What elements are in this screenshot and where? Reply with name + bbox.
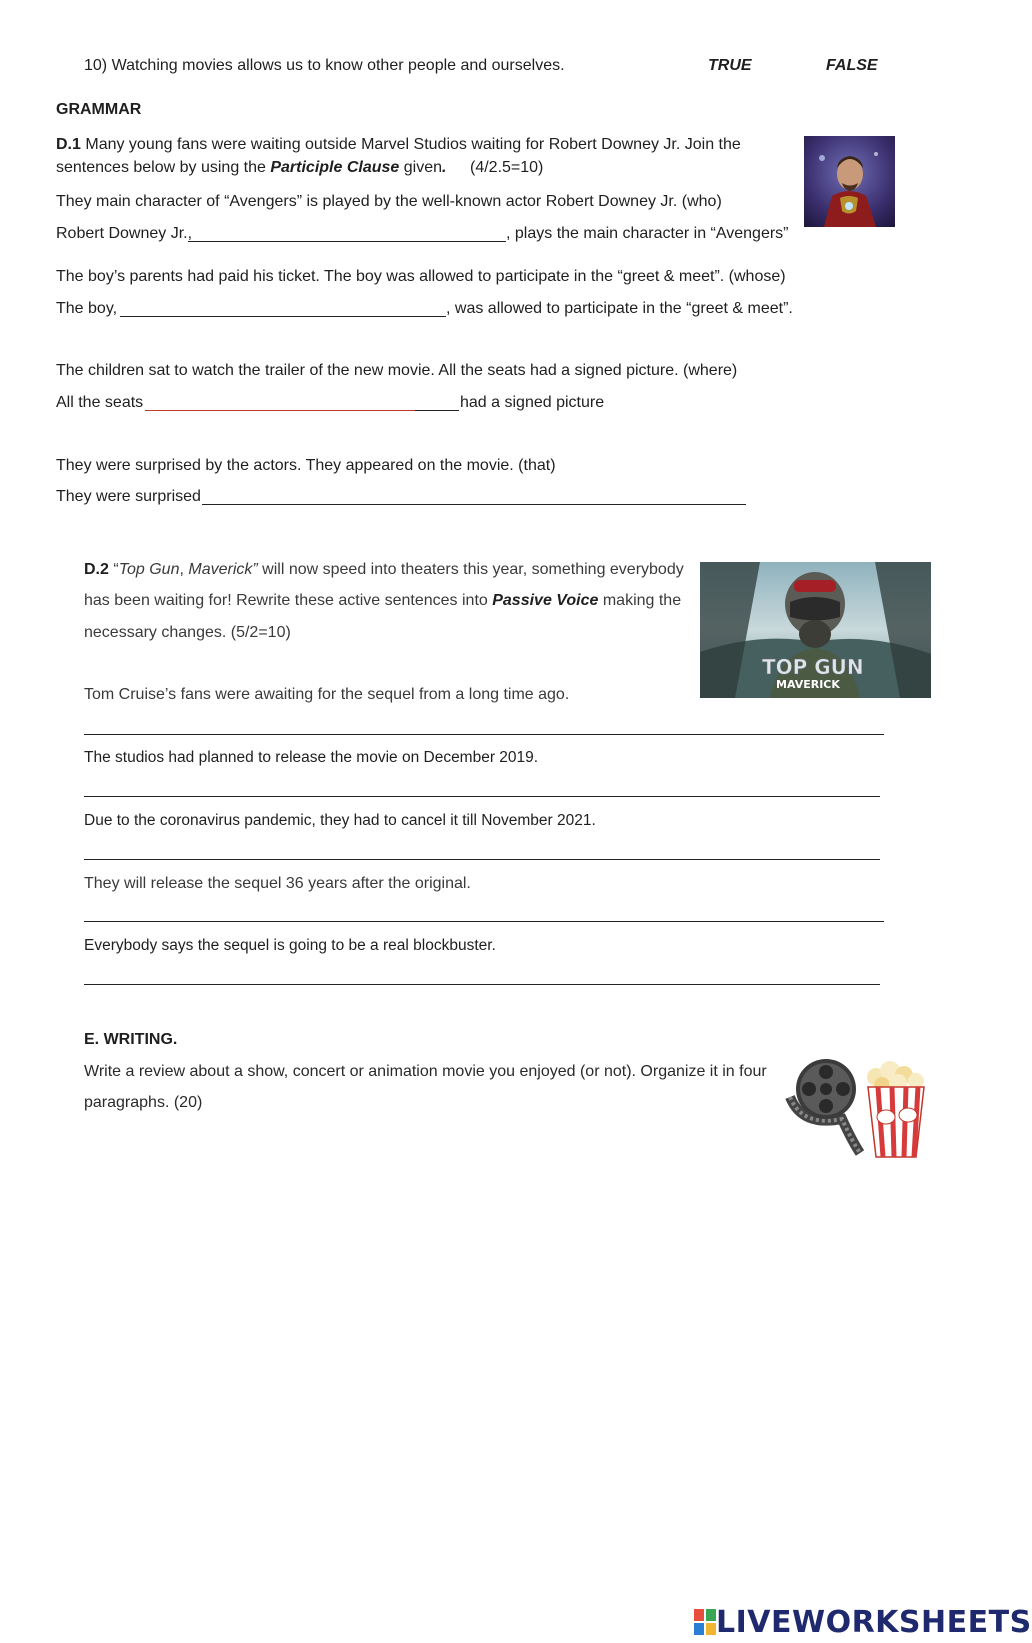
d2-answer-field-5[interactable]: [86, 963, 878, 983]
d1-item-1-prompt: They main character of “Avengers” is played by the well-known actor Robert Downey Jr. (who): [56, 193, 722, 210]
d1-item-2-prompt: The boy’s parents had paid his ticket. The boy was allowed to participate in the “greet & meet”. (whose): [56, 268, 786, 285]
d2-comma: ,: [179, 561, 189, 578]
d2-answer-line-3: [84, 859, 880, 860]
poster-subtitle-text: MAVERICK: [776, 678, 840, 691]
d2-sentence-2: The studios had planned to release the movie on December 2019.: [84, 749, 539, 766]
d1-item-4-prompt: They were surprised by the actors. They appeared on the movie. (that): [56, 457, 556, 474]
d1-intro-text-2: sentences below by using the: [56, 159, 271, 176]
d1-item-2-end: , was allowed to participate in the “greet & meet”.: [446, 300, 793, 317]
movie-title-maverick: Maverick”: [188, 561, 258, 578]
d1-intro-given: given: [399, 159, 443, 176]
writing-instructions-line-1: Write a review about a show, concert or animation movie you enjoyed (or not). Organize it in four: [84, 1063, 767, 1080]
d2-intro-line-3: necessary changes. (5/2=10): [84, 624, 291, 641]
d1-intro-line-1: [56, 136, 741, 154]
d1-item-3-end: had a signed picture: [460, 394, 605, 411]
top-gun-maverick-poster: [700, 562, 931, 698]
film-reel-popcorn-icon: [782, 1057, 932, 1159]
d2-label: D.2: [84, 561, 109, 578]
d2-intro-text-1: will now speed into theaters this year, something everybody: [257, 561, 684, 578]
d2-answer-line-2: [84, 796, 880, 797]
d2-quote-open: “: [108, 561, 119, 578]
d2-answer-line-4: [84, 921, 884, 922]
writing-instructions-line-2: paragraphs. (20): [84, 1094, 203, 1111]
d2-answer-line-5: [84, 984, 880, 985]
d1-label: D.1: [56, 136, 81, 153]
false-option[interactable]: FALSE: [826, 57, 878, 74]
d2-answer-line-1: [84, 734, 884, 735]
d1-item-2-start: The boy,: [56, 300, 118, 317]
d2-sentence-4: They will release the sequel 36 years after the original.: [84, 875, 471, 892]
d1-item-1-end: , plays the main character in “Avengers”: [506, 225, 789, 242]
writing-heading: E. WRITING.: [84, 1031, 178, 1048]
d1-item-3-start: All the seats: [56, 394, 144, 411]
d2-answer-field-2[interactable]: [86, 775, 878, 795]
question-10-text: 10) Watching movies allows us to know other people and ourselves.: [84, 57, 565, 74]
d1-item-3-answer-field[interactable]: [147, 391, 457, 411]
d1-item-1-start: Robert Downey Jr.,: [56, 225, 193, 242]
grammar-heading: GRAMMAR: [56, 101, 142, 118]
d2-answer-field-1[interactable]: [86, 713, 882, 733]
d2-answer-field-4[interactable]: [86, 900, 882, 920]
iron-man-picture: [804, 136, 895, 227]
d1-item-1-answer-field[interactable]: [190, 222, 504, 242]
liveworksheets-logo: [694, 1602, 1032, 1642]
d2-intro-text-3: making the: [598, 592, 682, 609]
logo-text: LIVEWORKSHEETS: [716, 1604, 1032, 1640]
d1-intro-text: Many young fans were waiting outside Marvel Studios waiting for Robert Downey Jr. Join the: [85, 136, 741, 153]
d1-item-4-answer-field[interactable]: [204, 485, 744, 505]
d2-intro-line-1: [84, 561, 684, 579]
d2-intro-line-2: [84, 592, 681, 610]
d2-answer-field-3[interactable]: [86, 838, 878, 858]
d2-intro-text-2: has been waiting for! Rewrite these active sentences into: [84, 592, 493, 609]
d1-intro-period: .: [442, 159, 447, 176]
d2-sentence-3: Due to the coronavirus pandemic, they had to cancel it till November 2021.: [84, 812, 596, 829]
passive-voice-term: Passive Voice: [492, 592, 599, 609]
participle-clause-term: Participle Clause: [270, 159, 400, 176]
d1-item-2-answer-field[interactable]: [122, 297, 444, 317]
logo-mark-icon: [694, 1609, 716, 1635]
movie-title-top-gun: Top Gun: [118, 561, 180, 578]
poster-title-text: TOP GUN: [762, 655, 864, 679]
d1-points: (4/2.5=10): [470, 159, 544, 176]
d1-item-4-start: They were surprised: [56, 488, 201, 505]
true-option[interactable]: TRUE: [708, 57, 752, 74]
d1-intro-line-2: [56, 159, 446, 177]
d2-sentence-5: Everybody says the sequel is going to be a real blockbuster.: [84, 937, 496, 954]
d1-item-3-prompt: The children sat to watch the trailer of the new movie. All the seats had a signed picture. (where): [56, 362, 738, 379]
d2-sentence-1: Tom Cruise’s fans were awaiting for the sequel from a long time ago.: [84, 686, 570, 703]
